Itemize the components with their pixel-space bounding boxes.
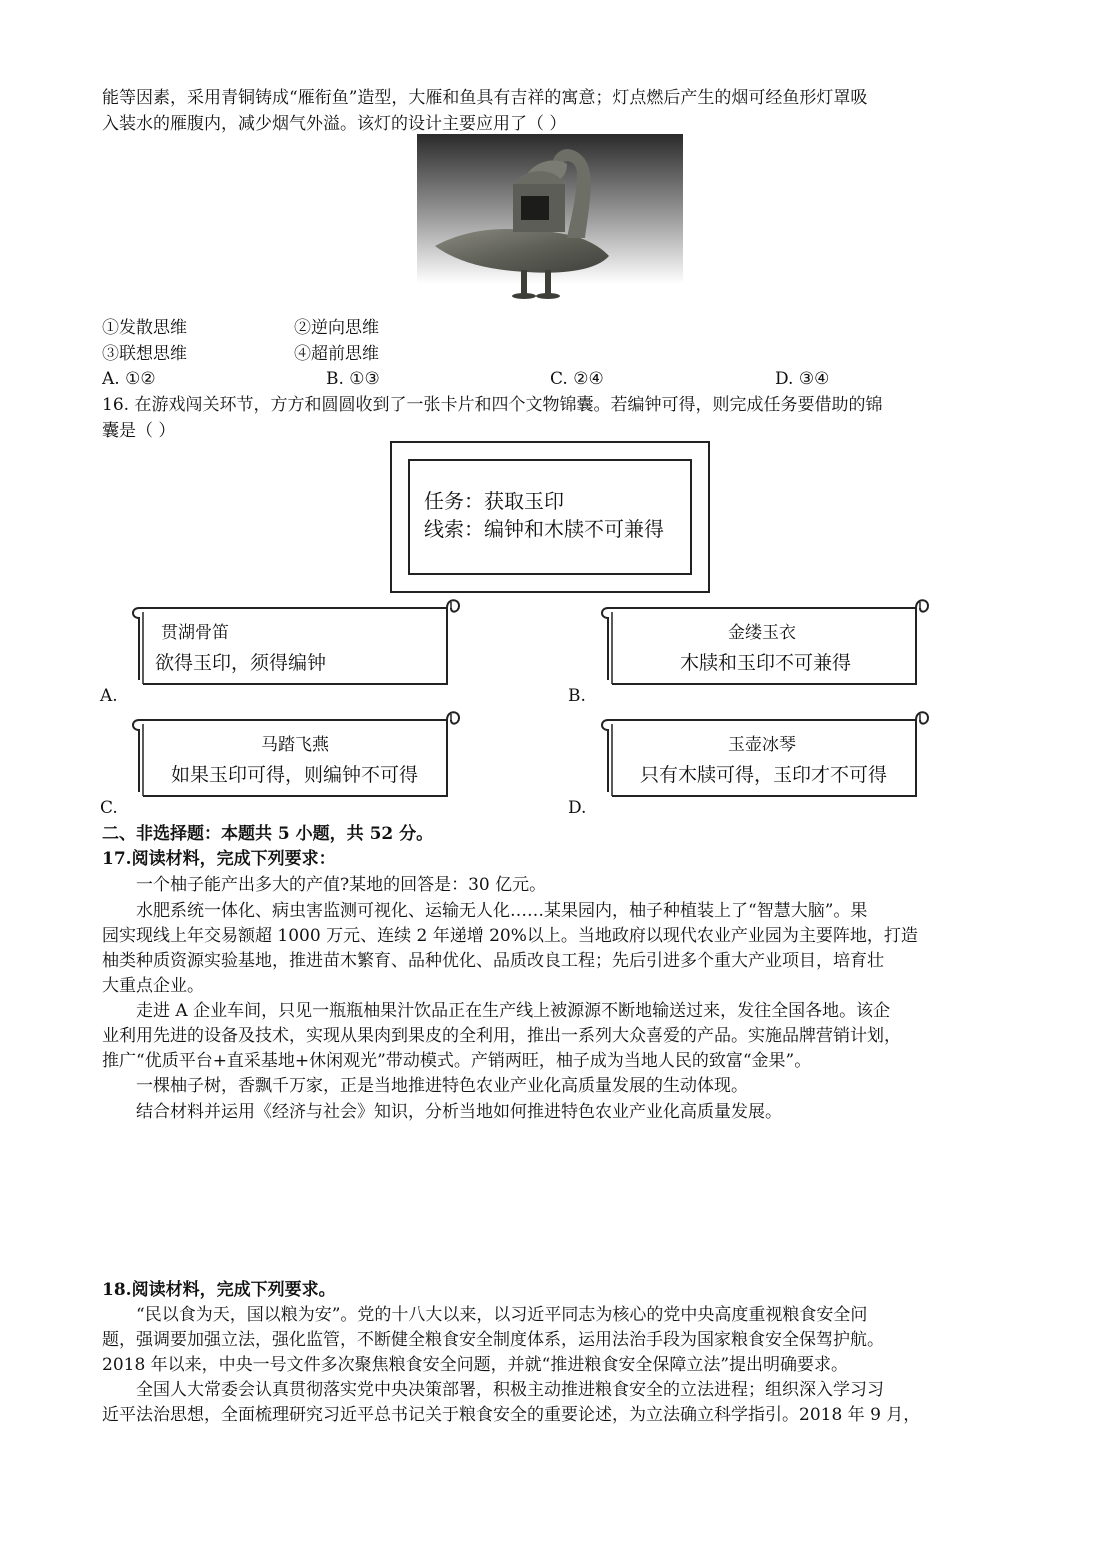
q15-item-2: ②逆向思维 bbox=[294, 318, 379, 338]
scroll-option-a[interactable] bbox=[125, 596, 465, 690]
scroll-frame-icon bbox=[125, 596, 465, 690]
q18-para-line: 全国人大常委会认真贯彻落实党中央决策部署，积极主动推进粮食安全的立法进程；组织深入学习习 bbox=[136, 1380, 884, 1400]
q18-para-line: 近平法治思想，全面梳理研究习近平总书记关于粮食安全的重要论述，为立法确立科学指引。2018 年 9 月， bbox=[102, 1405, 921, 1425]
q17-para-line: 一个柚子能产出多大的产值?某地的回答是：30 亿元。 bbox=[136, 875, 547, 895]
scroll-a-title: 贯湖骨笛 bbox=[161, 623, 229, 643]
task-card-task-line bbox=[424, 487, 564, 515]
q15-stem-line1: 能等因素，采用青铜铸成“雁衔鱼”造型，大雁和鱼具有吉祥的寓意；灯点燃后产生的烟可经鱼形灯罩吸 bbox=[102, 88, 868, 108]
task-card-clue-line bbox=[424, 515, 664, 543]
scroll-d-letter: D. bbox=[568, 798, 587, 818]
q17-para-line: 大重点企业。 bbox=[102, 976, 204, 996]
q18-para-line: “民以食为天，国以粮为安”。党的十八大以来，以习近平同志为核心的党中央高度重视粮食安全问 bbox=[136, 1305, 868, 1325]
scroll-option-b[interactable] bbox=[594, 596, 934, 690]
scroll-b-title: 金缕玉衣 bbox=[728, 623, 796, 643]
scroll-frame-icon bbox=[125, 708, 465, 802]
q16-stem-line1: 16. 在游戏闯关环节，方方和圆圆收到了一张卡片和四个文物锦囊。若编钟可得，则完成任务要借助的锦 bbox=[102, 395, 883, 415]
scroll-c-letter: C. bbox=[100, 798, 118, 818]
q15-stem-line2: 入装水的雁腹内，减少烟气外溢。该灯的设计主要应用了（ ） bbox=[102, 114, 567, 134]
q17-para-line: 业利用先进的设备及技术，实现从果肉到果皮的全利用，推出一系列大众喜爱的产品。实施品牌营销计划， bbox=[102, 1026, 901, 1046]
scroll-option-c[interactable] bbox=[125, 708, 465, 802]
section-2-heading: 二、非选择题：本题共 5 小题，共 52 分。 bbox=[102, 824, 434, 844]
bronze-goose-lamp-photo bbox=[417, 134, 683, 304]
q17-question: 结合材料并运用《经济与社会》知识，分析当地如何推进特色农业产业化高质量发展。 bbox=[136, 1102, 782, 1122]
q16-stem-line2: 囊是（ ） bbox=[102, 421, 176, 441]
q18-title: 18.阅读材料，完成下列要求。 bbox=[102, 1280, 336, 1300]
task-value: 获取玉印 bbox=[484, 489, 564, 513]
clue-value: 编钟和木牍不可兼得 bbox=[484, 517, 664, 541]
q17-para-line: 水肥系统一体化、病虫害监测可视化、运输无人化……某果园内，柚子种植装上了“智慧大脑”。果 bbox=[136, 901, 868, 921]
q15-item-1: ①发散思维 bbox=[102, 318, 187, 338]
scroll-a-text: 欲得玉印，须得编钟 bbox=[155, 652, 327, 674]
task-label: 任务： bbox=[424, 489, 484, 513]
q17-title: 17.阅读材料，完成下列要求： bbox=[102, 849, 336, 869]
scroll-d-title: 玉壶冰琴 bbox=[728, 735, 796, 755]
scroll-c-title: 马踏飞燕 bbox=[261, 735, 329, 755]
scroll-d-text: 只有木牍可得，玉印才不可得 bbox=[640, 764, 888, 786]
scroll-c-text: 如果玉印可得，则编钟不可得 bbox=[171, 764, 419, 786]
q15-item-4: ④超前思维 bbox=[294, 344, 379, 364]
scroll-frame-icon bbox=[594, 596, 934, 690]
clue-label: 线索： bbox=[424, 517, 484, 541]
q15-option-d[interactable]: D. ③④ bbox=[775, 369, 830, 389]
scroll-a-letter: A. bbox=[100, 686, 118, 706]
scroll-b-letter: B. bbox=[568, 686, 586, 706]
q18-para-line: 题，强调要加强立法，强化监管，不断健全粮食安全制度体系，运用法治手段为国家粮食安全保驾护航。 bbox=[102, 1330, 884, 1350]
q15-item-3: ③联想思维 bbox=[102, 344, 187, 364]
q17-para-line: 园实现线上年交易额超 1000 万元、连续 2 年递增 20%以上。当地政府以现代农业产业园为主要阵地，打造 bbox=[102, 926, 918, 946]
q18-para-line: 2018 年以来，中央一号文件多次聚焦粮食安全问题，并就“推进粮食安全保障立法”提出明确要求。 bbox=[102, 1355, 849, 1375]
q15-option-a[interactable]: A. ①② bbox=[102, 369, 156, 389]
scroll-option-d[interactable] bbox=[594, 708, 934, 802]
q17-para-line: 一棵柚子树，香飘千万家，正是当地推进特色农业产业化高质量发展的生动体现。 bbox=[136, 1076, 748, 1096]
q17-para-line: 柚类种质资源实验基地，推进苗木繁育、品种优化、品质改良工程；先后引进多个重大产业项目，培育壮 bbox=[102, 951, 884, 971]
q17-para-line: 走进 A 企业车间，只见一瓶瓶柚果汁饮品正在生产线上被源源不断地输送过来，发往全国各地。该企 bbox=[136, 1001, 891, 1021]
q15-option-c[interactable]: C. ②④ bbox=[550, 369, 604, 389]
q17-para-line: 推广“优质平台+直采基地+休闲观光”带动模式。产销两旺，柚子成为当地人民的致富“金果”。 bbox=[102, 1051, 812, 1071]
q15-option-b[interactable]: B. ①③ bbox=[326, 369, 380, 389]
scroll-frame-icon bbox=[594, 708, 934, 802]
scroll-b-text: 木牍和玉印不可兼得 bbox=[680, 652, 852, 674]
